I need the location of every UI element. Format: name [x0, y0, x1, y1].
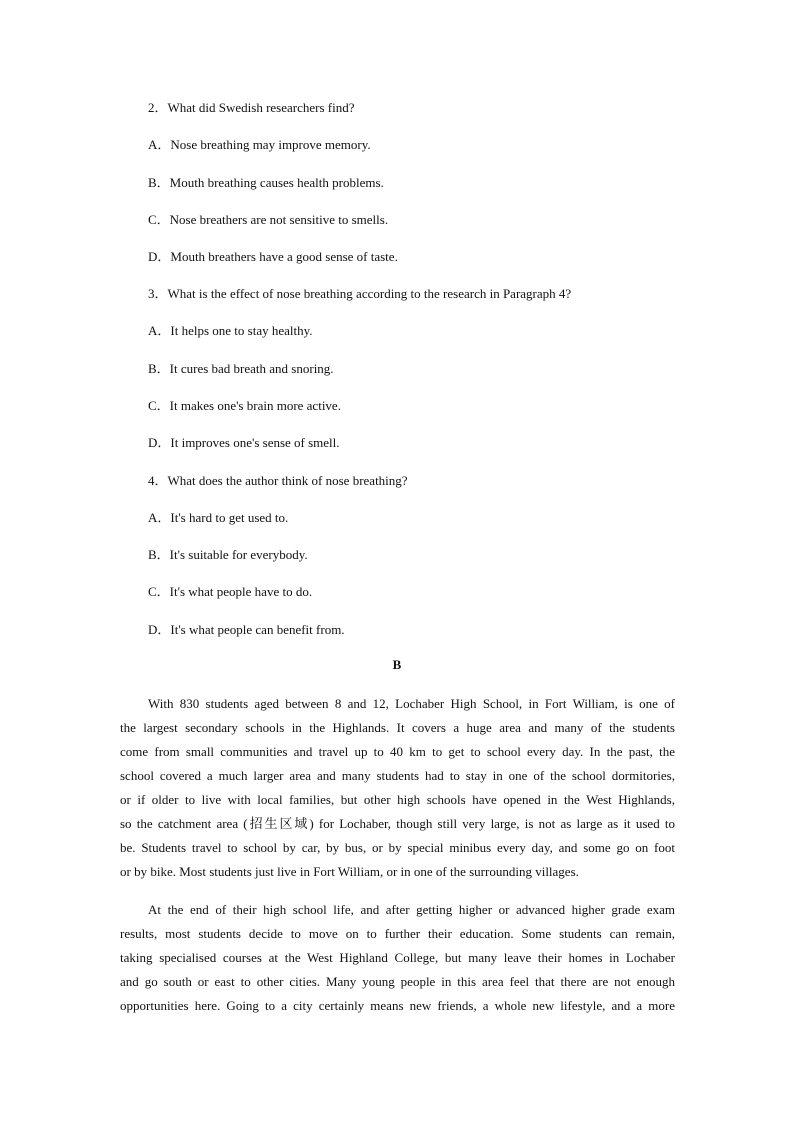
answer-option: C．It's what people have to do. — [148, 584, 313, 599]
answer-option: B．It's suitable for everybody. — [148, 547, 308, 562]
paragraph-line: school covered a much larger area and many students had to stay in one of the school dormitories, — [120, 768, 675, 783]
paragraph-line: taking specialised courses at the West Highland College, but many leave their homes in Lochaber — [120, 950, 675, 965]
answer-option: B．Mouth breathing causes health problems. — [148, 175, 384, 190]
paragraph-line: opportunities here. Going to a city certainly means new friends, a whole new lifestyle, and a more — [120, 998, 675, 1013]
answer-option: C．Nose breathers are not sensitive to smells. — [148, 212, 389, 227]
paragraph-line: come from small communities and travel up to 40 km to get to school every day. In the past, the — [120, 744, 675, 759]
paragraph-line: At the end of their high school life, and after getting higher or advanced higher grade exam — [148, 902, 675, 917]
answer-option: D．It improves one's sense of smell. — [148, 435, 340, 450]
paragraph-line: the largest secondary schools in the Highlands. It covers a huge area and many of the students — [120, 720, 675, 735]
section-title: B — [392, 657, 402, 672]
paragraph-line: or by bike. Most students just live in Fort William, or in one of the surrounding villages. — [120, 864, 579, 879]
answer-option: D．Mouth breathers have a good sense of taste. — [148, 249, 398, 264]
answer-option: A．It helps one to stay healthy. — [148, 323, 313, 338]
answer-option: B．It cures bad breath and snoring. — [148, 361, 334, 376]
answer-option: D．It's what people can benefit from. — [148, 622, 345, 637]
paragraph-line: or if older to live with local families, but other high schools have opened in the West Highlands, — [120, 792, 675, 807]
question-stem: 3．What is the effect of nose breathing according to the research in Paragraph 4? — [148, 286, 572, 301]
answer-option: A．Nose breathing may improve memory. — [148, 137, 371, 152]
paragraph-line: and go south or east to other cities. Many young people in this area feel that there are not enough — [120, 974, 675, 989]
paragraph-line: be. Students travel to school by car, by bus, or by special minibus every day, and some go on foot — [120, 840, 675, 855]
paragraph-line: With 830 students aged between 8 and 12, Lochaber High School, in Fort William, is one of — [148, 696, 675, 711]
question-stem: 4．What does the author think of nose breathing? — [148, 473, 408, 488]
question-stem: 2．What did Swedish researchers find? — [148, 100, 355, 115]
paragraph-line: so the catchment area (招生区域) for Lochaber, though still very large, is not as large as it used to — [120, 816, 675, 831]
answer-option: A．It's hard to get used to. — [148, 510, 289, 525]
answer-option: C．It makes one's brain more active. — [148, 398, 341, 413]
paragraph-line: results, most students decide to move on to further their education. Some students can remain, — [120, 926, 675, 941]
